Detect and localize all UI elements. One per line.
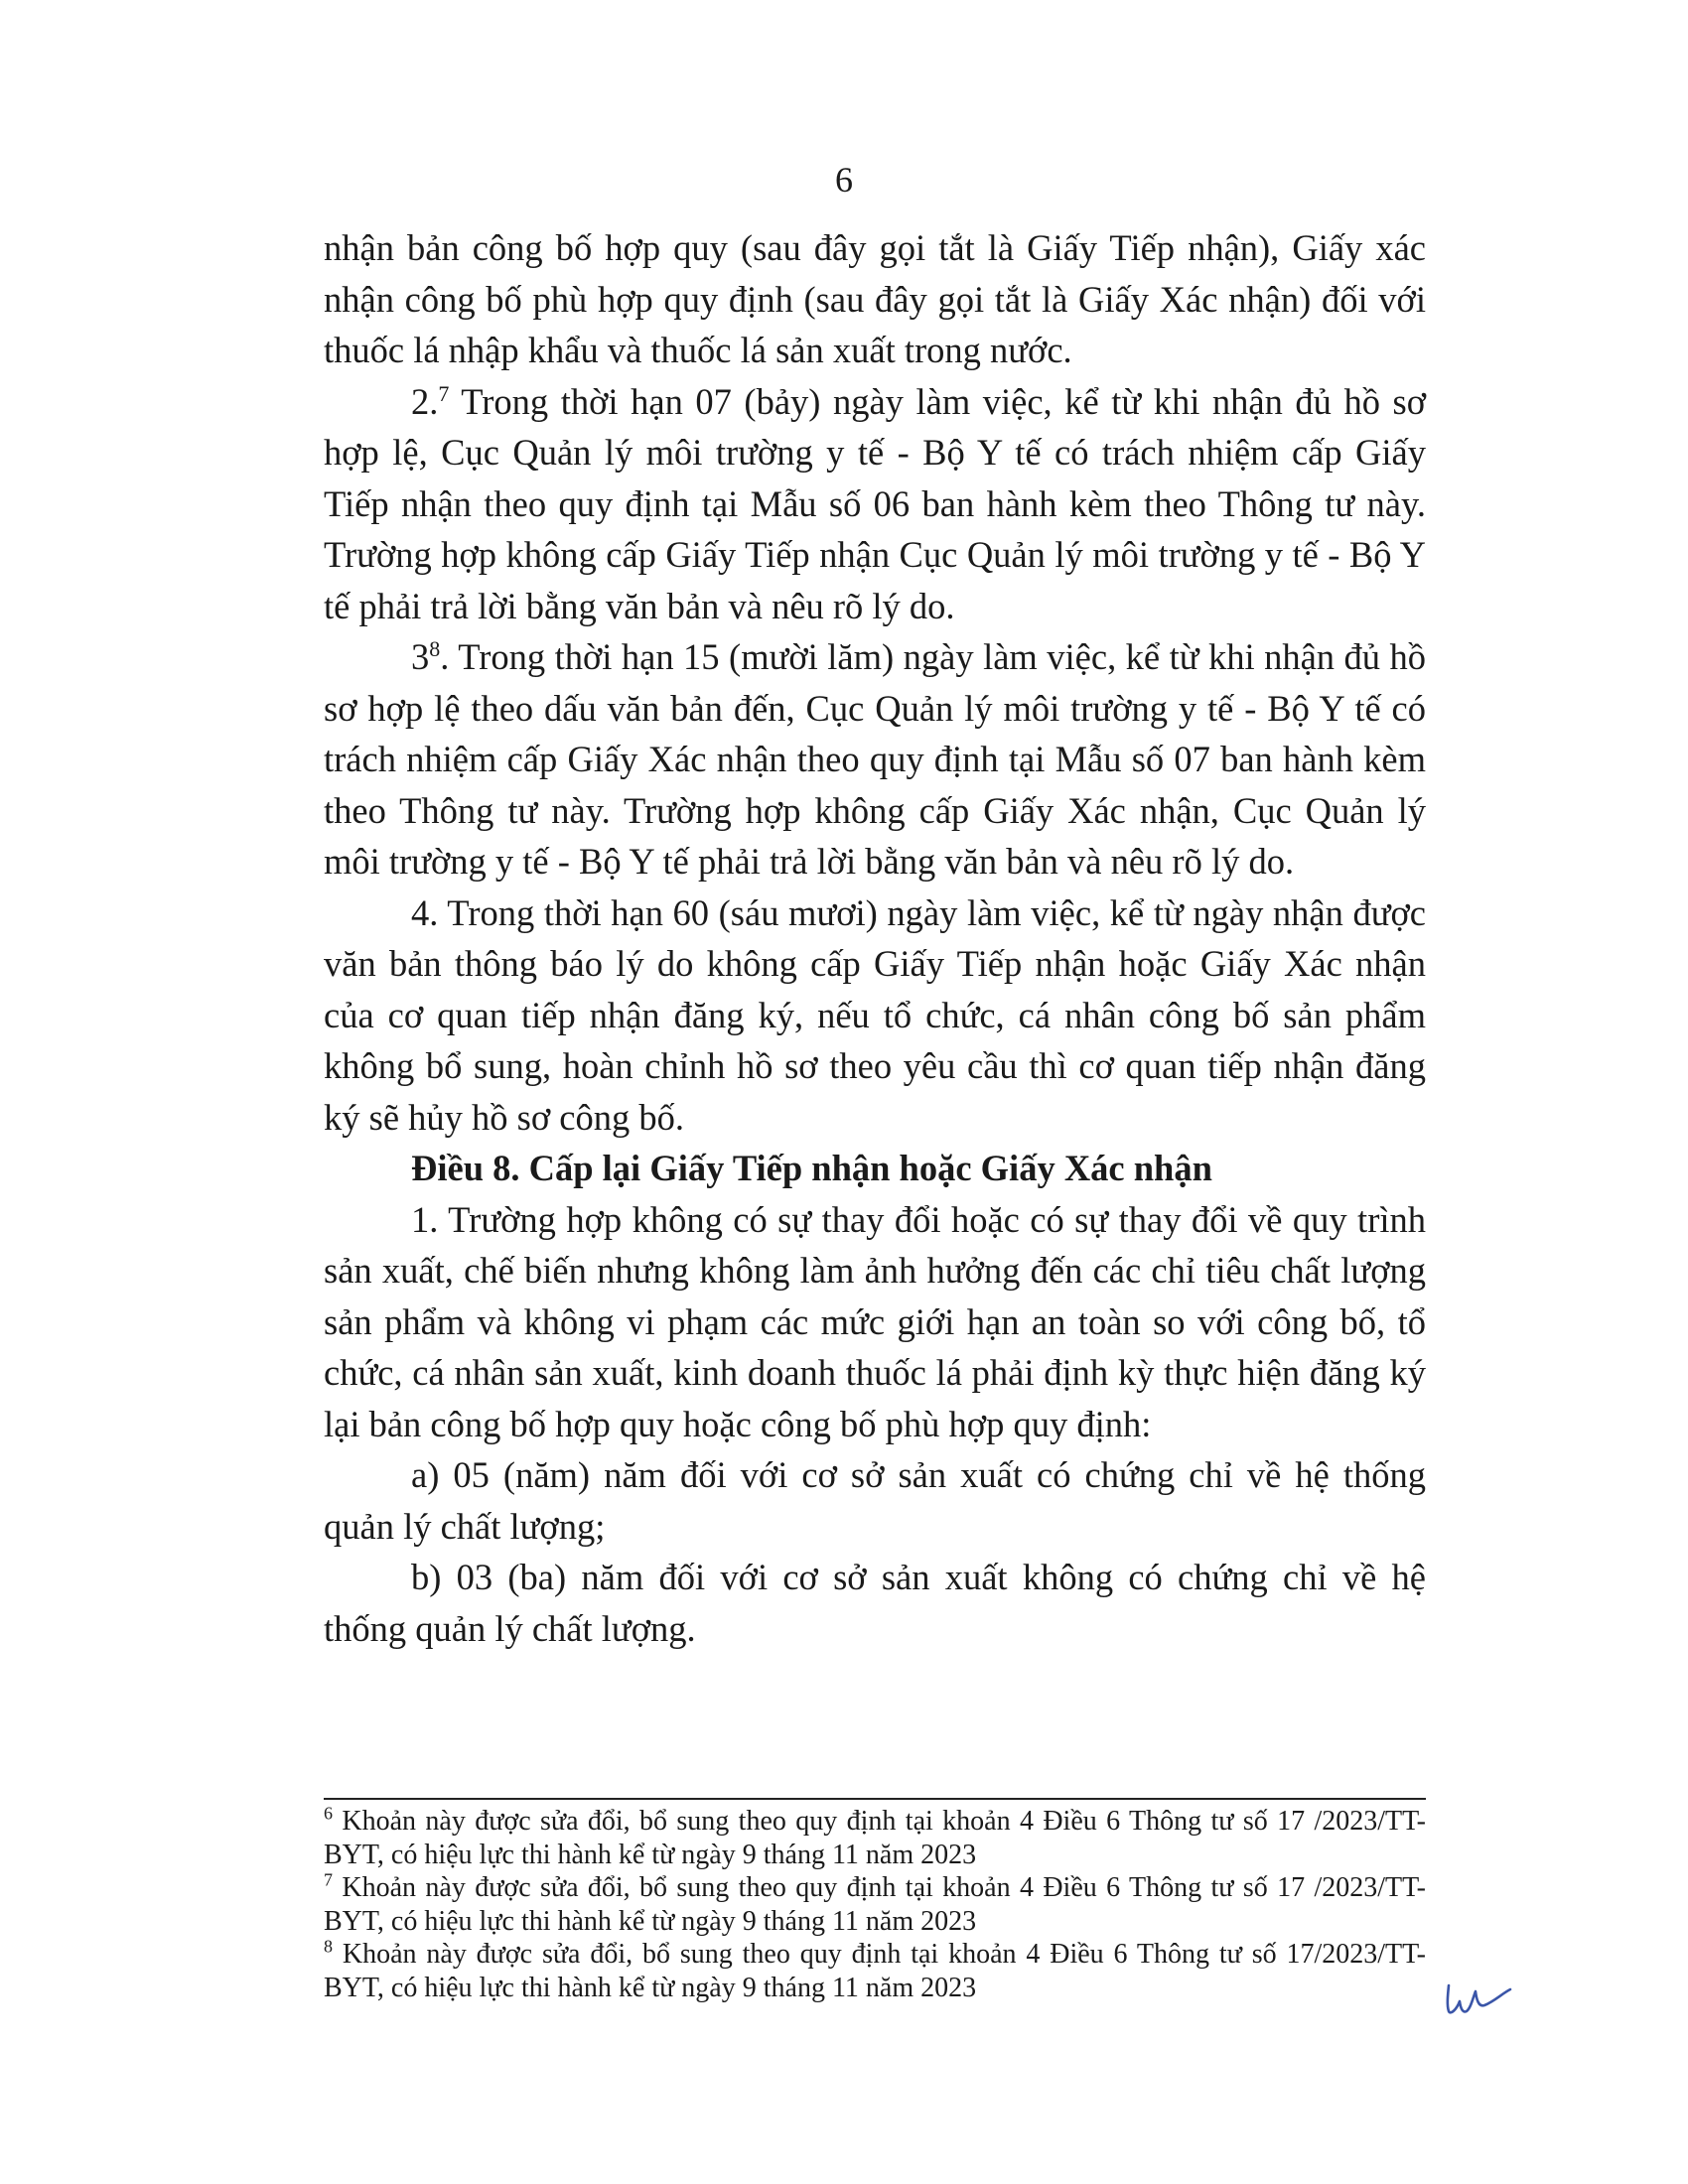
footnote-number: 7 bbox=[324, 1869, 333, 1890]
page-number: 6 bbox=[835, 160, 853, 200]
paragraph-continuation: nhận bản công bố hợp quy (sau đây gọi tắt là Giấy Tiếp nhận), Giấy xác nhận công bố phù hợp quy định (sau đây gọi tắt là Giấy Xác nhận) đối với thuốc lá nhập khẩu và thuốc lá sản xuất trong nước. bbox=[324, 227, 1426, 370]
footnote-text: Khoản này được sửa đổi, bổ sung theo quy định tại khoản 4 Điều 6 Thông tư số 17/2023/TT-BYT, có hiệu lực thi hành kể từ ngày 9 tháng 11 năm 2023 bbox=[324, 1939, 1426, 2003]
footnote-divider bbox=[324, 1798, 1426, 1800]
paragraph-item-b: b) 03 (ba) năm đối với cơ sở sản xuất không có chứng chỉ về hệ thống quản lý chất lượng. bbox=[324, 1557, 1426, 1649]
clause-text: . Trong thời hạn 15 (mười lăm) ngày làm việc, kể từ khi nhận đủ hồ sơ hợp lệ theo dấu văn bản đến, Cục Quản lý môi trường y tế - Bộ Y tế có trách nhiệm cấp Giấy Xác nhận theo quy định tại Mẫu số 07 ban hành kèm theo Thông tư này. Trường hợp không cấp Giấy Xác nhận, Cục Quản lý môi trường y tế - Bộ Y tế phải trả lời bằng văn bản và nêu rõ lý do. bbox=[324, 636, 1426, 882]
footnotes bbox=[324, 1805, 1426, 2004]
article-heading: Điều 8. Cấp lại Giấy Tiếp nhận hoặc Giấy Xác nhận bbox=[411, 1148, 1212, 1188]
footnote-ref: 7 bbox=[438, 380, 450, 406]
clause-text: Trong thời hạn 07 (bảy) ngày làm việc, kể từ khi nhận đủ hồ sơ hợp lệ, Cục Quản lý môi trường y tế - Bộ Y tế có trách nhiệm cấp Giấy Tiếp nhận theo quy định tại Mẫu số 06 ban hành kèm theo Thông tư này. Trường hợp không cấp Giấy Tiếp nhận Cục Quản lý môi trường y tế - Bộ Y tế phải trả lời bằng văn bản và nêu rõ lý do. bbox=[324, 380, 1426, 626]
handwritten-initials-icon bbox=[1445, 1976, 1514, 2022]
paragraph-clause-4: 4. Trong thời hạn 60 (sáu mươi) ngày làm việc, kể từ ngày nhận được văn bản thông báo lý do không cấp Giấy Tiếp nhận hoặc Giấy Xác nhận của cơ quan tiếp nhận đăng ký, nếu tổ chức, cá nhân công bố sản phẩm không bổ sung, hoàn chỉnh hồ sơ theo yêu cầu thì cơ quan tiếp nhận đăng ký sẽ hủy hồ sơ công bố. bbox=[324, 891, 1426, 1138]
clause-number: 2. bbox=[411, 380, 439, 422]
footnote-7 bbox=[324, 1871, 1426, 1938]
footnote-number: 6 bbox=[324, 1803, 333, 1824]
footnote-6 bbox=[324, 1805, 1426, 1871]
paragraph-clause-2 bbox=[324, 376, 1426, 632]
paragraph-clause-3 bbox=[324, 631, 1426, 887]
paragraph-item-a: a) 05 (năm) năm đối với cơ sở sản xuất có chứng chỉ về hệ thống quản lý chất lượng; bbox=[324, 1454, 1426, 1547]
footnote-ref: 8 bbox=[429, 635, 441, 661]
footnote-text: Khoản này được sửa đổi, bổ sung theo quy định tại khoản 4 Điều 6 Thông tư số 17 /2023/TT-BYT, có hiệu lực thi hành kể từ ngày 9 tháng 11 năm 2023 bbox=[324, 1872, 1426, 1937]
paragraph-article8-clause-1: 1. Trường hợp không có sự thay đổi hoặc có sự thay đổi về quy trình sản xuất, chế biến nhưng không làm ảnh hưởng đến các chỉ tiêu chất lượng sản phẩm và không vi phạm các mức giới hạn an toàn so với công bố, tổ chức, cá nhân sản xuất, kinh doanh thuốc lá phải định kỳ thực hiện đăng ký lại bản công bố hợp quy hoặc công bố phù hợp quy định: bbox=[324, 1198, 1426, 1444]
document-body bbox=[324, 222, 1426, 1654]
clause-number: 3 bbox=[411, 636, 430, 677]
footnote-number: 8 bbox=[324, 1936, 333, 1957]
footnote-text: Khoản này được sửa đổi, bổ sung theo quy định tại khoản 4 Điều 6 Thông tư số 17 /2023/TT-BYT, có hiệu lực thi hành kể từ ngày 9 tháng 11 năm 2023 bbox=[324, 1806, 1426, 1870]
footnote-8 bbox=[324, 1938, 1426, 2004]
